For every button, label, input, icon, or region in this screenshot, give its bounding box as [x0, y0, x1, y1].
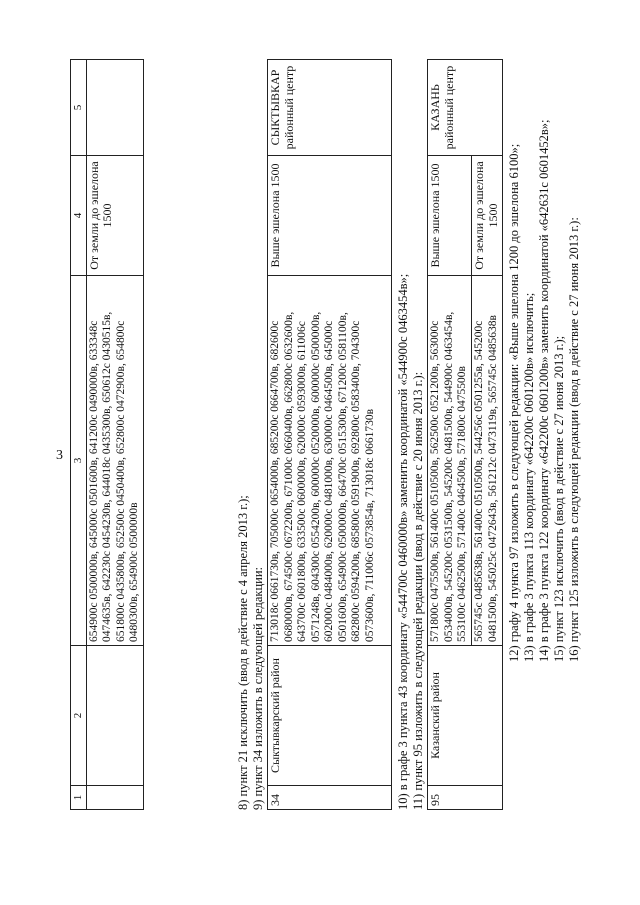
cell-num: 34	[268, 786, 392, 810]
cell-region: Казанский район	[428, 646, 503, 786]
cell-altitude: От земли до эшелона 1500	[86, 156, 143, 276]
cell-altitude-upper: Выше эшелона 1500	[428, 156, 472, 276]
cell-num: 95	[428, 786, 503, 810]
page-number: 3	[56, 448, 63, 463]
cell-coordinates: 713018с 0661730в, 705000с 0654000в, 685200с 0664700в, 682600с 0680000в, 674500с 0672200в, 671000с 0660400в, 662800с 0632600в, 643700с 0601800в, 633500с 0600000в, 620000с 0593000в, 611006с 0571248в, 604300с 0554200в, 600000с 0520000в, 600000с 0500000в, 602000с 0484000в, 620000с 0481000в, 630000с 0464500в, 645000с 0501600в, 654900с 0500000в, 664700с 0515300в, 671200с 0581100в, 682800с 0594200в, 685800с 0591900в, 692800с 0583400в, 704300с 0573600в, 711006с 0573854в, 713018с 0661730в	[268, 276, 392, 646]
amendment-item-10: 10) в графе 3 пункта 43 координату «544700с 0460000в» заменить координатой «544900с 0463454в»;	[396, 273, 410, 810]
amendment-item-9: 9) пункт 34 изложить в следующей редакции:	[251, 567, 265, 810]
syktyvkar-table	[267, 59, 392, 810]
cell-altitude: Выше эшелона 1500	[268, 156, 392, 276]
amendment-item-12: 12) графу 4 пункта 97 изложить в следующей редакции: «Выше эшелона 1200 до эшелона 6100»;	[507, 143, 521, 662]
amendment-item-15: 15) пункт 123 исключить (ввод в действие с 27 июня 2013 г.);	[552, 335, 566, 662]
amendment-item-8: 8) пункт 21 исключить (ввод в действие с 4 апреля 2013 г.);	[236, 495, 250, 810]
amendment-item-16: 16) пункт 125 изложить в следующей редакции (ввод в действие с 27 июня 2013 г.):	[567, 217, 581, 662]
col-header-3: 3	[71, 276, 87, 646]
cell-coordinates-upper: 571800с 0475500в, 561400с 0510500в, 562500с 0521200в, 563000с 0534000в, 545200с 0531500в, 545200с 0481500в, 544900с 0463454в, 553100с 0462500в, 571400с 0464500в, 571800с 0475500в	[428, 276, 472, 646]
table-row	[428, 60, 472, 810]
table-row	[268, 60, 392, 810]
amendment-item-13: 13) в графе 3 пункта 113 координату «642200с 0601200в» исключить;	[522, 292, 536, 662]
cell-coordinates-lower: 565745с 0485638в, 561400с 0510500в, 544256с 0501255в, 545200с 0481500в, 545025с 0472643в, 561212с 0473119в, 565745с 0485638в	[472, 276, 503, 646]
col-header-5: 5	[71, 60, 87, 156]
cell-center: КАЗАНЬ районный центр	[428, 60, 503, 156]
cell-coordinates: 654900с 0500000в, 645000с 0501600в, 641200с 0490000в, 633348с 0474635в, 642230с 0454230в, 644018с 0435300в, 650612с 0430515в, 651800с 0435800в, 652500с 0450400в, 652800с 0472900в, 654800с 0480300в, 654900с 0500000в	[86, 276, 143, 646]
airspace-table-continued	[70, 59, 144, 810]
amendment-item-14: 14) в графе 3 пункта 122 координату «642200с 0601200в» заменить координатой «642631с 0601452в»;	[537, 119, 551, 662]
table-row	[86, 60, 143, 810]
cell-center	[86, 60, 143, 156]
cell-center: СЫКТЫВКАР районный центр	[268, 60, 392, 156]
cell-region	[86, 646, 143, 786]
cell-region: Сыктывкарский район	[268, 646, 392, 786]
col-header-2: 2	[71, 646, 87, 786]
col-header-1: 1	[71, 786, 87, 810]
amendment-item-11: 11) пункт 95 изложить в следующей редакции (ввод в действие с 20 июня 2013 г.):	[411, 371, 425, 810]
cell-altitude-lower: От земли до эшелона 1500	[472, 156, 503, 276]
cell-num	[86, 786, 143, 810]
kazan-table	[427, 59, 503, 810]
col-header-4: 4	[71, 156, 87, 276]
table-header-row	[71, 60, 87, 810]
rotated-document-content	[70, 50, 581, 810]
